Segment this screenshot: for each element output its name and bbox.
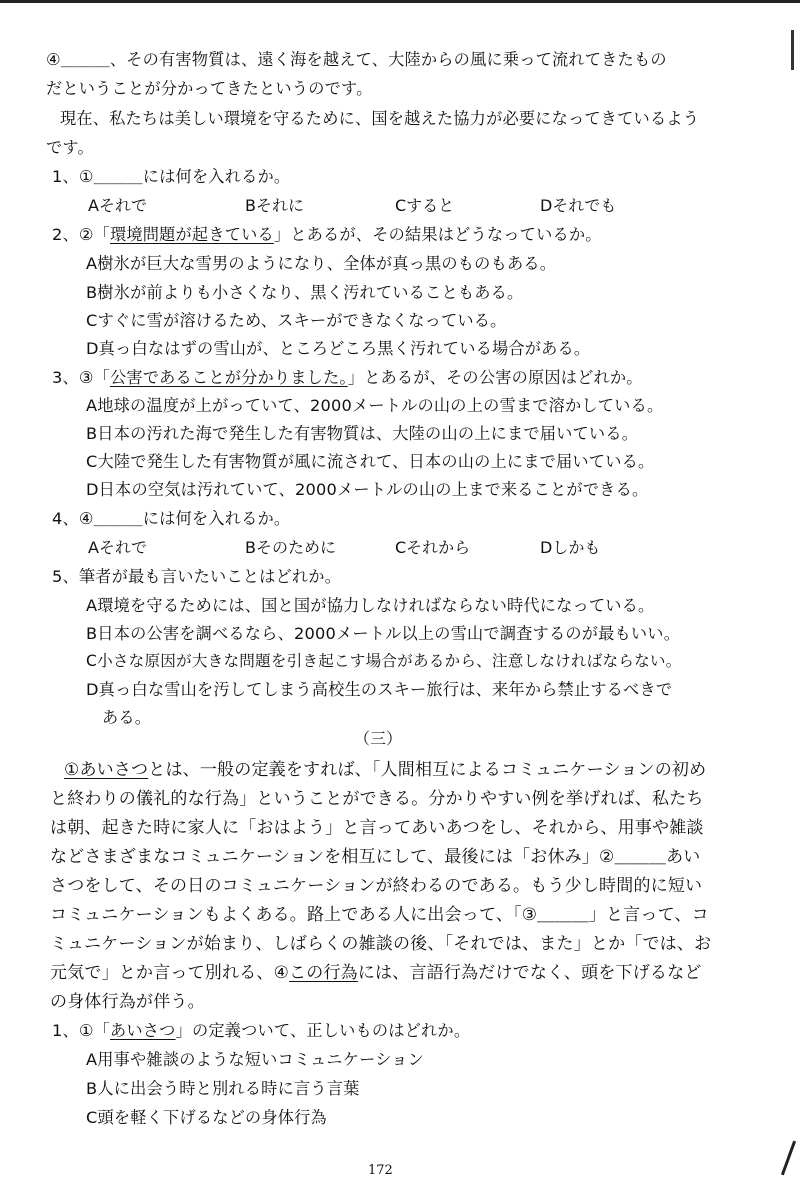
q1-choice-d: Dそれでも xyxy=(540,196,617,215)
underlined-phrase: ①あいさつ xyxy=(64,760,149,780)
page-top-border xyxy=(0,0,800,3)
q4-choice-d: Dしかも xyxy=(540,538,601,557)
q2-choice-c: Cすぐに雪が溶けるため、スキーができなくなっている。 xyxy=(86,311,507,330)
question-1-stem: 1、①＿＿＿には何を入れるか。 xyxy=(52,167,291,186)
q2-choice-d: D真っ白なはずの雪山が、ところどころ黒く汚れている場合がある。 xyxy=(86,339,591,358)
q6-choice-b: B人に出会う時と別れる時に言う言葉 xyxy=(86,1079,360,1098)
underlined-phrase: 公害であることが分かりました。 xyxy=(110,368,348,387)
question-4-stem: 4、④＿＿＿には何を入れるか。 xyxy=(52,509,291,528)
q1-choice-c: Cすると xyxy=(395,196,455,215)
q3-choice-c: C大陸で発生した有害物質が風に流されて、日本の山の上にまで届いている。 xyxy=(86,452,655,471)
q4-choice-b: Bそのために xyxy=(245,538,336,557)
passage3-line: などさまざまなコミュニケーションを相互にして、最後には「お休み」②＿＿＿あい xyxy=(50,847,701,867)
passage3-line: と終わりの儀礼的な行為」ということができる。分かりやすい例を挙げれば、私たち xyxy=(50,789,704,809)
question-6-stem: 1、①「あいさつ」の定義ついて、正しいものはどれか。 xyxy=(52,1021,471,1040)
passage3-line: の身体行為が伴う。 xyxy=(50,992,205,1012)
question-5-stem: 5、筆者が最も言いたいことはどれか。 xyxy=(52,567,342,586)
passage3-line: ミュニケーションが始まり、しばらくの雑談の後、「それでは、また」とか「では、お xyxy=(50,934,712,954)
q5-choice-c: C小さな原因が大きな問題を引き起こす場合があるから、注意しなければならない。 xyxy=(86,652,682,670)
q6-choice-c: C頭を軽く下げるなどの身体行為 xyxy=(86,1108,327,1127)
q2-choice-a: A樹氷が巨大な雪男のようになり、全体が真っ黒のものもある。 xyxy=(86,254,557,273)
passage-line: 現在、私たちは美しい環境を守るために、国を越えた協力が必要になってきているよう xyxy=(60,109,700,128)
underlined-phrase: この行為 xyxy=(289,963,358,983)
scan-edge-mark xyxy=(781,1141,796,1176)
scan-edge-mark xyxy=(791,30,794,70)
q3-choice-a: A地球の温度が上がっていて、2000メートルの山の上の雪まで溶かしている。 xyxy=(86,396,664,415)
passage3-line: コミュニケーションもよくある。路上である人に出会って、「③＿＿＿」と言って、コ xyxy=(50,905,709,925)
passage-line: ④＿＿＿、その有害物質は、遠く海を越えて、大陸からの風に乗って流れてきたもの xyxy=(46,50,667,69)
section-title: （三） xyxy=(354,729,403,748)
q5-choice-a: A環境を守るためには、国と国が協力しなければならない時代になっている。 xyxy=(86,596,655,615)
q5-choice-d-cont: ある。 xyxy=(102,708,152,727)
question-3-stem: 3、③「公害であることが分かりました。」とあるが、その公害の原因はどれか。 xyxy=(52,368,643,387)
q5-choice-b: B日本の公害を調べるなら、2000メートル以上の雪山で調査するのが最もいい。 xyxy=(86,624,681,643)
q2-choice-b: B樹氷が前よりも小さくなり、黒く汚れていることもある。 xyxy=(86,283,524,302)
underlined-phrase: 環境問題が起きている xyxy=(110,225,274,244)
q1-choice-b: Bそれに xyxy=(245,196,304,215)
q4-choice-c: Cそれから xyxy=(395,538,471,557)
page-number: 172 xyxy=(368,1163,393,1178)
passage-line: です。 xyxy=(46,138,94,157)
underlined-phrase: あいさつ xyxy=(110,1021,176,1040)
passage3-line: さつをして、その日のコミュニケーションが終わるのである。もう少し時間的に短い xyxy=(50,876,703,896)
q6-choice-a: A用事や雑談のような短いコミュニケーション xyxy=(86,1050,425,1069)
q5-choice-d: D真っ白な雪山を汚してしまう高校生のスキー旅行は、来年から禁止するべきで xyxy=(86,680,673,699)
passage-line: だということが分かってきたというのです。 xyxy=(46,79,373,98)
question-2-stem: 2、②「環境問題が起きている」とあるが、その結果はどうなっているか。 xyxy=(52,225,602,244)
q3-choice-b: B日本の汚れた海で発生した有害物質は、大陸の山の上にまで届いている。 xyxy=(86,424,639,443)
q4-choice-a: Aそれで xyxy=(88,538,147,557)
q1-choice-a: Aそれで xyxy=(88,196,147,215)
passage3-line: は朝、起きた時に家人に「おはよう」と言ってあいあつをし、それから、用事や雑談 xyxy=(50,818,704,838)
passage3-line: 元気で」とか言って別れる、④この行為には、言語行為だけでなく、頭を下げるなど xyxy=(50,963,702,983)
passage3-line: ①あいさつとは、一般の定義をすれば、「人間相互によるコミュニケーションの初め xyxy=(64,760,707,780)
q3-choice-d: D日本の空気は汚れていて、2000メートルの山の上まで来ることができる。 xyxy=(86,480,649,499)
